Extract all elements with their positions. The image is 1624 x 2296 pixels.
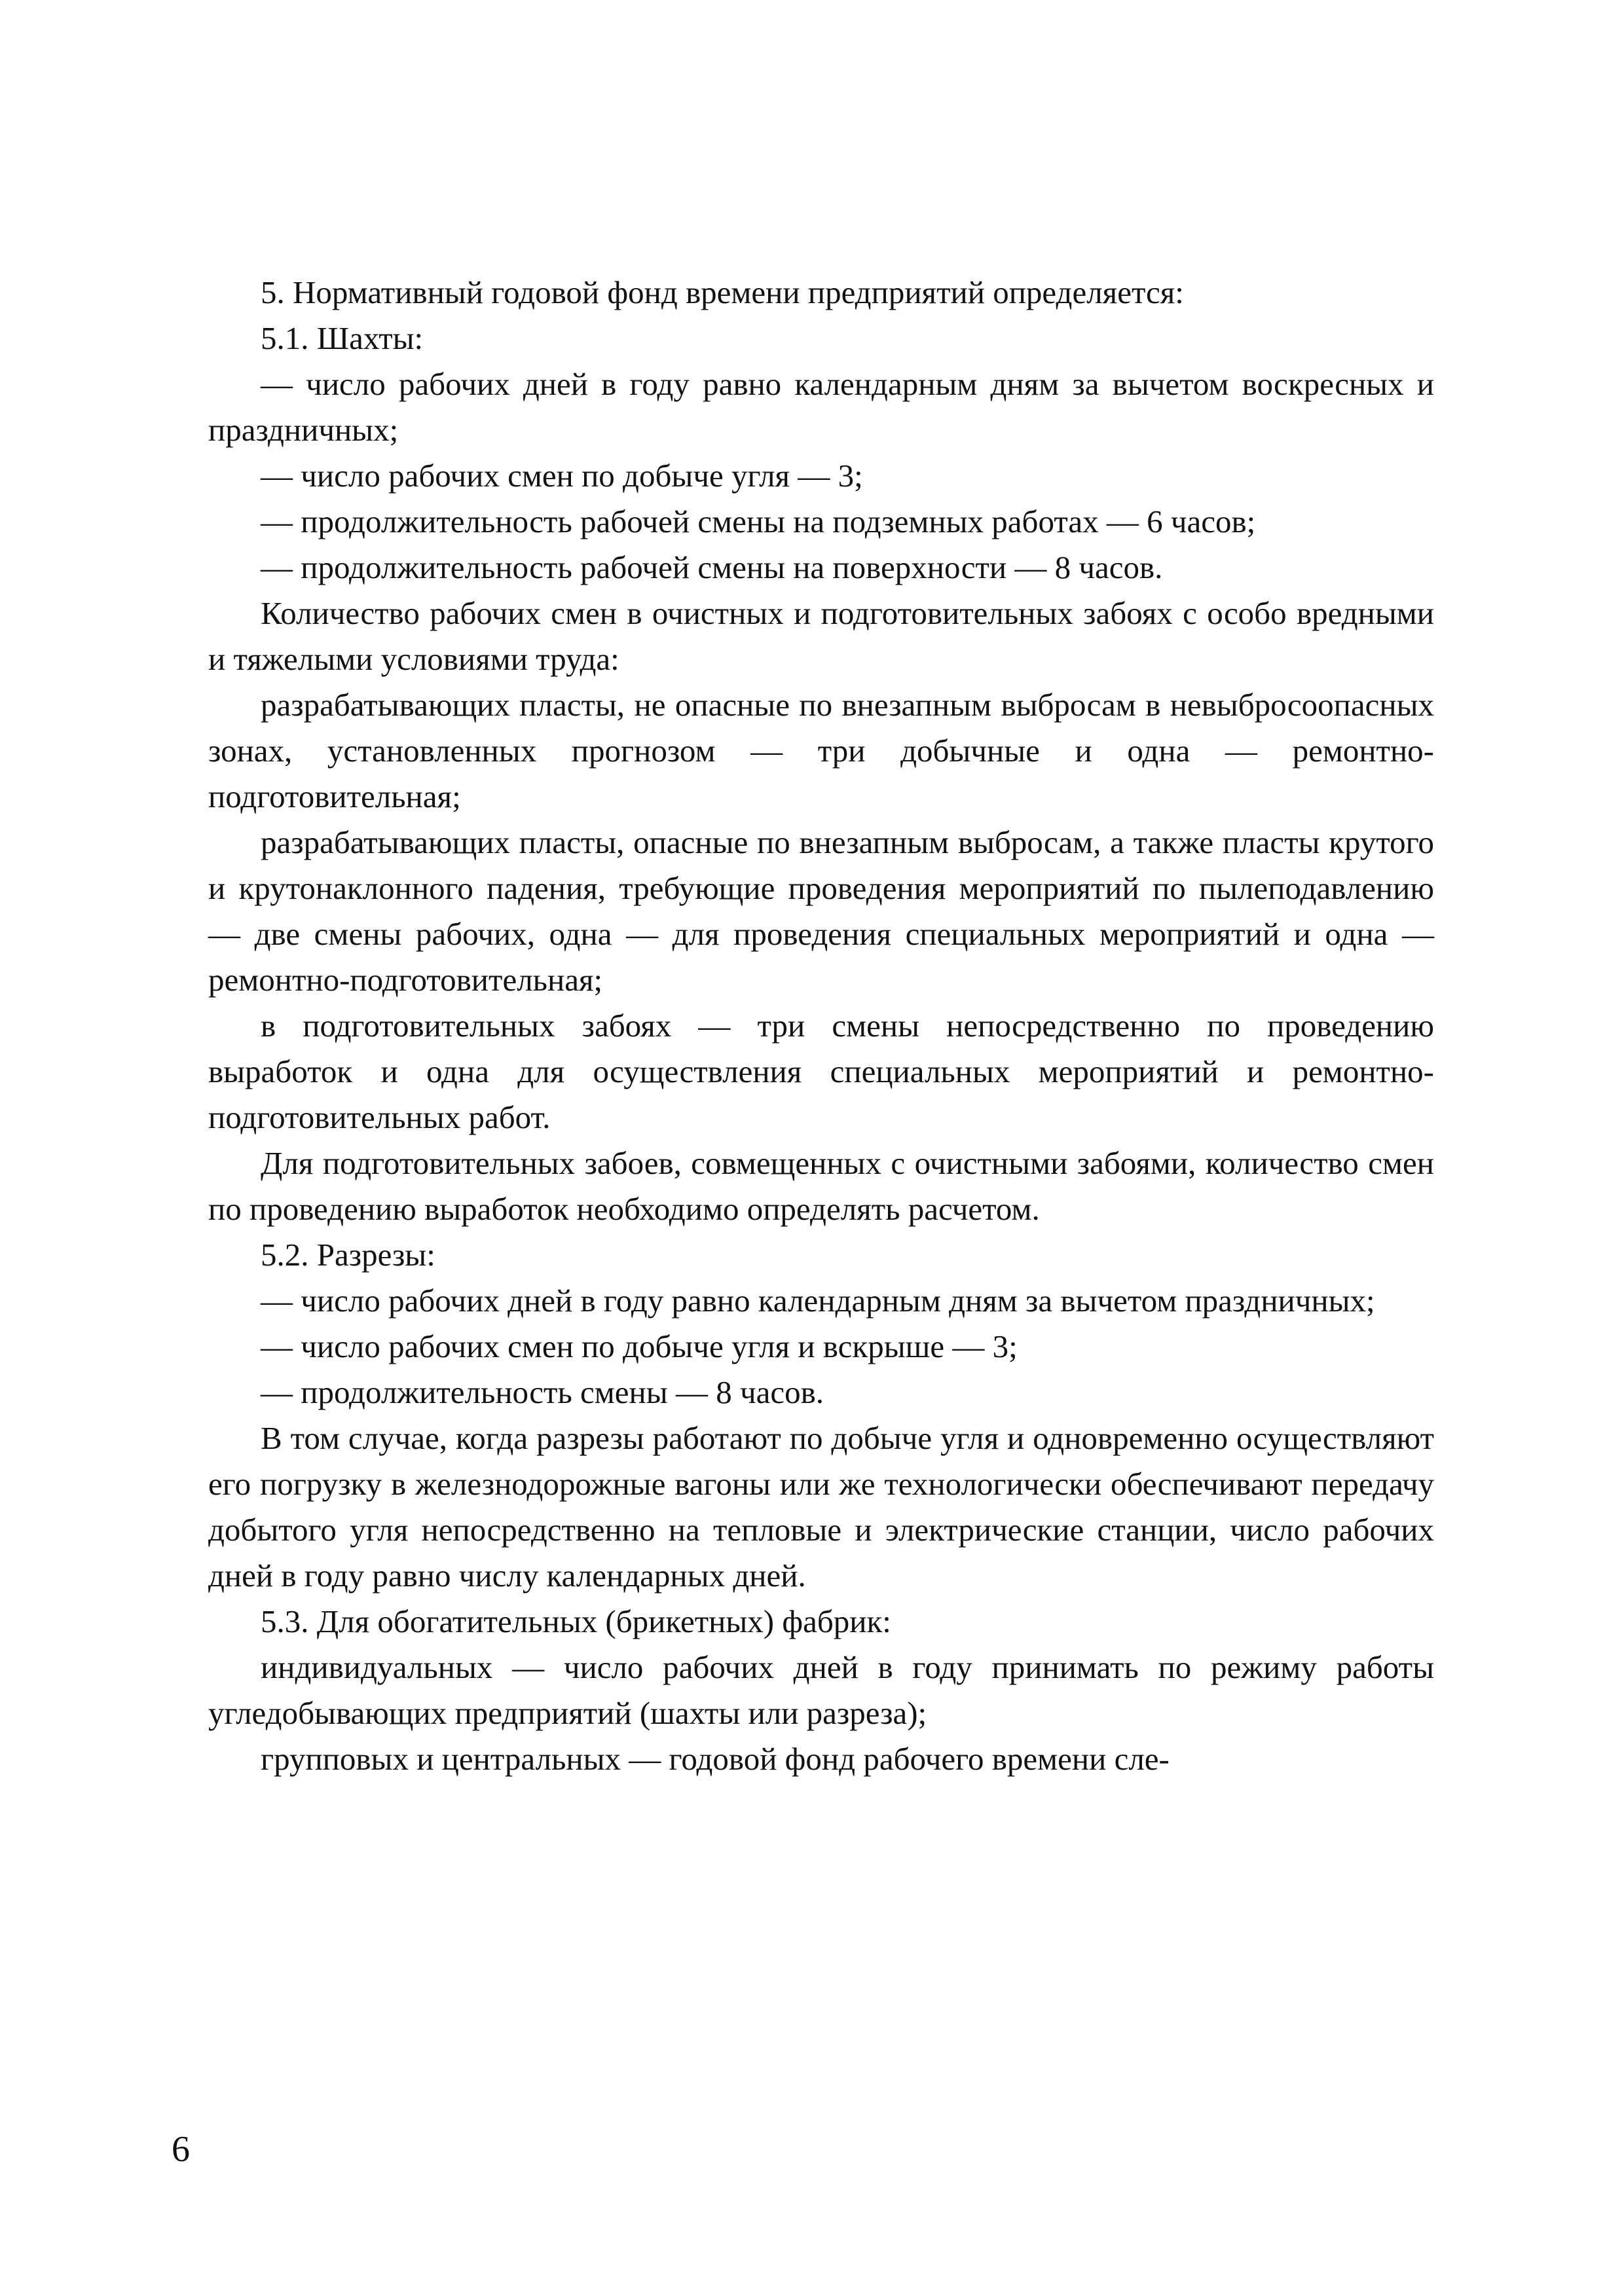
paragraph-5-3-heading: 5.3. Для обогатительных (брикетных) фабрик: [261,1603,891,1639]
paragraph-hazardous-shifts: Количество рабочих смен в очистных и подготовительных забоях с особо вредными и тяжелыми условиями труда: [208,595,1434,677]
paragraph-working-days: — число рабочих дней в году равно календарным дням за вычетом воскресных и праздничных; [208,366,1434,448]
page-number: 6 [172,2129,190,2170]
paragraph-5-2-heading: 5.2. Разрезы: [261,1237,435,1273]
paragraph-5-1-heading: 5.1. Шахты: [261,320,424,356]
paragraph-open-pit-duration: — продолжительность смены — 8 часов. [261,1374,824,1410]
paragraph-combined-faces: Для подготовительных забоев, совмещенных с очистными забоями, количество смен по проведению выработок необходимо определять расчетом. [208,1145,1434,1227]
paragraph-5-heading: 5. Нормативный годовой фонд времени предприятий определяется: [261,274,1184,310]
paragraph-underground-duration: — продолжительность рабочей смены на подземных работах — 6 часов; [261,503,1256,539]
paragraph-shifts-count: — число рабочих смен по добыче угля — 3; [261,458,863,494]
paragraph-open-pit-days: — число рабочих дней в году равно календарным дням за вычетом праздничных; [261,1283,1375,1319]
paragraph-hazardous-seams: разрабатывающих пласты, опасные по внезапным выбросам, а также пласты крутого и крутонаклонного падения, требующие проведения мероприятий по пылеподавлению — две смены рабочих, одна — для проведения специальных мероприятий и одна — ремонтно-подготовительная; [208,824,1434,998]
body-text [208,270,1434,1782]
paragraph-open-pit-exception: В том случае, когда разрезы работают по добыче угля и одновременно осуществляют его погрузку в железнодорожные вагоны или же технологически обеспечивают передачу добытого угля непосредственно на тепловые и электрические станции, число рабочих дней в году равно числу календарных дней. [208,1420,1434,1594]
paragraph-open-pit-shifts: — число рабочих смен по добыче угля и вскрыше — 3; [261,1328,1018,1364]
paragraph-individual-plants: индивидуальных — число рабочих дней в году принимать по режиму работы угледобывающих предприятий (шахты или разреза); [208,1649,1434,1731]
paragraph-development-faces: в подготовительных забоях — три смены непосредственно по проведению выработок и одна для осуществления специальных мероприятий и ремонтно-подготовительных работ. [208,1008,1434,1135]
paragraph-non-hazardous-seams: разрабатывающих пласты, не опасные по внезапным выбросам в невыбросоопасных зонах, установленных прогнозом — три добычные и одна — ремонтно-подготовительная; [208,687,1434,814]
paragraph-surface-duration: — продолжительность рабочей смены на поверхности — 8 часов. [261,549,1163,585]
paragraph-group-plants: групповых и центральных — годовой фонд рабочего времени сле- [261,1741,1170,1777]
